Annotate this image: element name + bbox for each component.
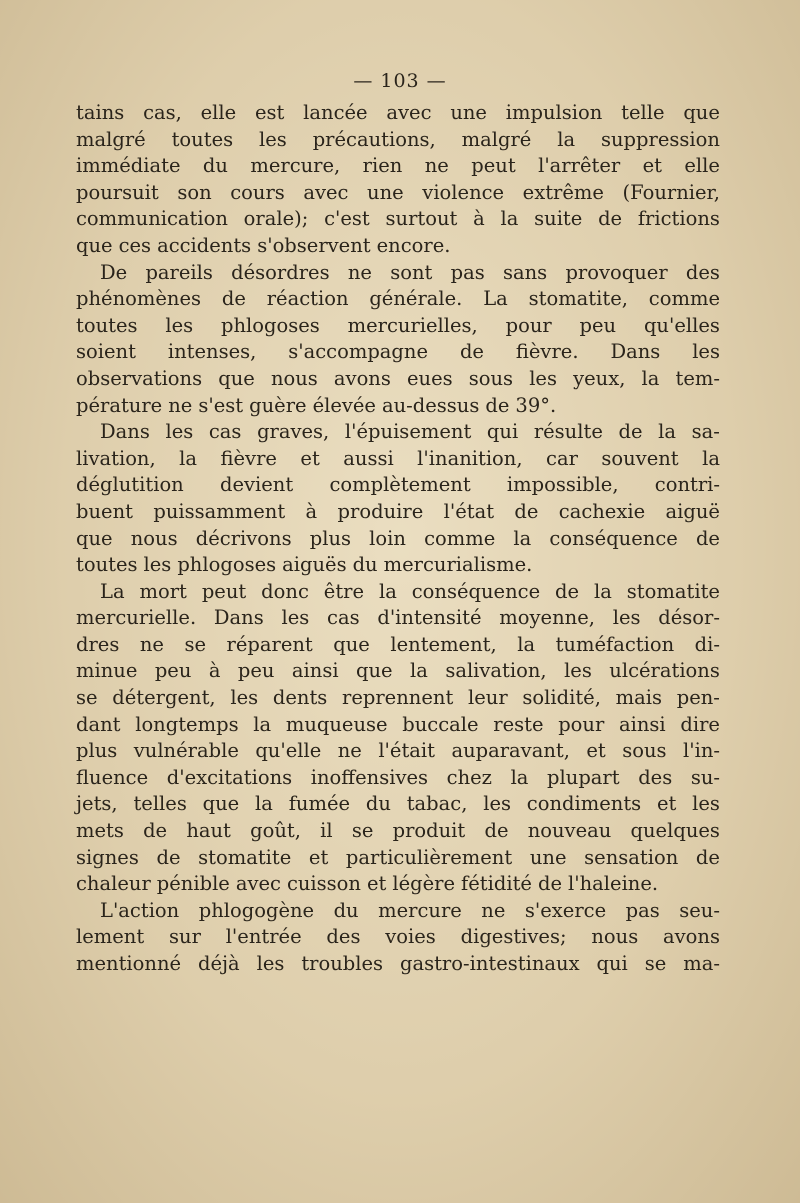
text-line: que ces accidents s'observent encore. — [76, 233, 451, 257]
text-line: mentionné déjà les troubles gastro-intestinaux qui se ma- — [76, 952, 720, 975]
text-line: immédiate du mercure, rien ne peut l'arrêter et elle — [76, 154, 720, 178]
text-line: pérature ne s'est guère élevée au-dessus de 39°. — [76, 393, 557, 417]
text-line: jets, telles que la fumée du tabac, les condiments et les — [76, 792, 720, 816]
text-line: communication orale); c'est surtout à la suite de frictions — [76, 207, 720, 231]
text-line: soient intenses, s'accompagne de fièvre. Dans les — [76, 340, 720, 364]
page-number: — 103 — — [353, 70, 447, 92]
body-text — [76, 100, 720, 978]
text-line: fluence d'excitations inoffensives chez la plupart des su- — [76, 765, 720, 789]
text-line: tains cas, elle est lancée avec une impulsion telle que — [76, 101, 720, 124]
text-line: minue peu à peu ainsi que la salivation, les ulcérations — [76, 659, 720, 683]
text-line: toutes les phlogoses mercurielles, pour peu qu'elles — [76, 313, 720, 337]
text-line: poursuit son cours avec une violence extrême (Fournier, — [76, 180, 720, 204]
text-line: La mort peut donc être la conséquence de la stomatite — [100, 579, 720, 603]
text-line: chaleur pénible avec cuisson et légère fétidité de l'haleine. — [76, 872, 659, 896]
text-line: signes de stomatite et particulièrement une sensation de — [76, 845, 720, 869]
text-line: mercurielle. Dans les cas d'intensité moyenne, les désor- — [76, 606, 720, 630]
text-line: mets de haut goût, il se produit de nouveau quelques — [76, 819, 720, 843]
text-line: déglutition devient complètement impossible, contri- — [76, 473, 720, 497]
text-line: lement sur l'entrée des voies digestives; nous avons — [76, 925, 720, 949]
text-line: dant longtemps la muqueuse buccale reste pour ainsi dire — [76, 712, 720, 736]
text-line: toutes les phlogoses aiguës du mercurialisme. — [76, 553, 533, 577]
text-line: malgré toutes les précautions, malgré la suppression — [76, 127, 720, 151]
text-line: observations que nous avons eues sous les yeux, la tem- — [76, 366, 720, 390]
text-line: livation, la fièvre et aussi l'inanition, car souvent la — [76, 446, 720, 470]
text-line: De pareils désordres ne sont pas sans provoquer des — [100, 260, 720, 284]
text-line: phénomènes de réaction générale. La stomatite, comme — [76, 287, 720, 311]
text-line: dres ne se réparent que lentement, la tuméfaction di- — [76, 632, 720, 656]
text-line: que nous décrivons plus loin comme la conséquence de — [76, 526, 720, 550]
text-line: se détergent, les dents reprennent leur solidité, mais pen- — [76, 686, 720, 710]
text-line: plus vulnérable qu'elle ne l'était auparavant, et sous l'in- — [76, 739, 720, 763]
text-line: Dans les cas graves, l'épuisement qui résulte de la sa- — [100, 420, 720, 444]
text-line: L'action phlogogène du mercure ne s'exerce pas seu- — [100, 898, 720, 922]
text-line: buent puissamment à produire l'état de cachexie aiguë — [76, 499, 720, 523]
